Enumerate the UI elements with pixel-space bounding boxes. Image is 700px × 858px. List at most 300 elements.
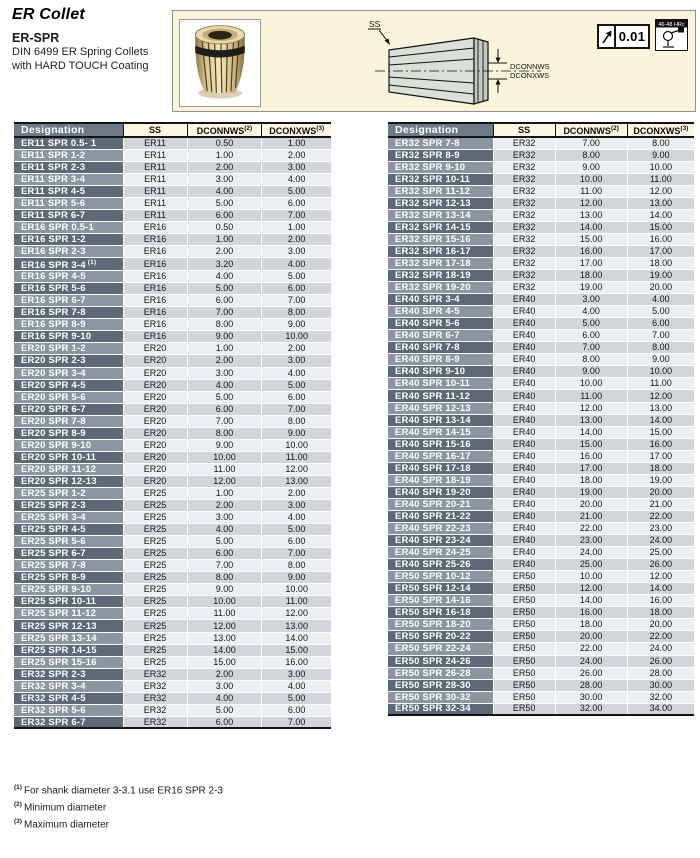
designation-cell: ER32 SPR 11-12	[388, 185, 493, 197]
dconxws-cell: 6.00	[262, 704, 331, 716]
dconnws-cell: 32.00	[555, 703, 627, 715]
table-row	[14, 221, 331, 233]
table-row	[388, 318, 694, 330]
dconxws-cell: 3.00	[262, 500, 331, 512]
designation-cell: ER25 SPR 7-8	[14, 560, 123, 572]
dconxws-cell: 7.00	[627, 330, 694, 342]
designation-cell: ER16 SPR 1-2	[14, 233, 123, 245]
table-row	[14, 536, 331, 548]
dconxws-cell: 22.00	[627, 510, 694, 522]
dconnws-cell: 5.00	[187, 704, 262, 716]
table-row	[388, 426, 694, 438]
ss-cell: ER32	[493, 149, 555, 161]
designation-cell: ER11 SPR 3-4	[14, 173, 123, 185]
table-row	[388, 233, 694, 245]
ss-cell: ER32	[123, 680, 187, 692]
designation-cell: ER16 SPR 8-9	[14, 319, 123, 331]
table-row	[388, 161, 694, 173]
table-row	[14, 644, 331, 656]
column-header-dconxws: DCONXWS$^{(3)}$	[262, 123, 331, 137]
designation-cell: ER25 SPR 2-3	[14, 500, 123, 512]
ss-cell: ER20	[123, 463, 187, 475]
dconnws-cell: 11.00	[555, 390, 627, 402]
dconxws-cell: 17.00	[627, 450, 694, 462]
dconnws-cell: 8.00	[187, 572, 262, 584]
dconxws-cell: 6.00	[262, 391, 331, 403]
footnote-2: $^{(2)}$ Minimum diameter	[14, 800, 107, 814]
designation-cell: ER40 SPR 23-24	[388, 535, 493, 547]
dconnws-cell: 2.00	[187, 245, 262, 257]
dconxws-cell: 21.00	[627, 498, 694, 510]
column-header-designation: Designation	[388, 123, 493, 137]
table-row	[388, 510, 694, 522]
dconnws-cell: 7.00	[555, 137, 627, 149]
dconnws-cell: 15.00	[187, 656, 262, 668]
column-header-dconnws: DCONNWS$^{(2)}$	[187, 123, 262, 137]
designation-cell: ER20 SPR 10-11	[14, 451, 123, 463]
dconxws-cell: 10.00	[627, 366, 694, 378]
table-row	[14, 680, 331, 692]
ss-cell: ER20	[123, 439, 187, 451]
title-block	[12, 6, 149, 72]
ss-cell: ER20	[123, 367, 187, 379]
dconxws-cell: 15.00	[627, 221, 694, 233]
designation-cell: ER40 SPR 14-15	[388, 426, 493, 438]
designation-cell: ER16 SPR 4-5	[14, 271, 123, 283]
ss-cell: ER40	[493, 306, 555, 318]
dconnws-cell: 30.00	[555, 691, 627, 703]
ss-cell: ER11	[123, 137, 187, 149]
dconnws-cell: 17.00	[555, 257, 627, 269]
dconnws-cell: 15.00	[555, 438, 627, 450]
ss-cell: ER32	[493, 270, 555, 282]
dconnws-cell: 6.00	[187, 716, 262, 728]
designation-cell: ER11 SPR 0.5- 1	[14, 137, 123, 149]
designation-cell: ER40 SPR 9-10	[388, 366, 493, 378]
dconnws-cell: 15.00	[555, 233, 627, 245]
dconnws-cell: 12.00	[555, 402, 627, 414]
dconnws-cell: 7.00	[187, 560, 262, 572]
dconxws-cell: 8.00	[262, 560, 331, 572]
collet-table-right	[388, 122, 694, 716]
ss-cell: ER25	[123, 584, 187, 596]
dconnws-cell: 3.00	[187, 173, 262, 185]
designation-cell: ER16 SPR 2-3	[14, 245, 123, 257]
table-row	[388, 691, 694, 703]
ss-cell: ER16	[123, 331, 187, 343]
table-row	[388, 185, 694, 197]
dconnws-cell: 14.00	[187, 644, 262, 656]
dconxws-cell: 32.00	[627, 691, 694, 703]
dconxws-cell: 17.00	[627, 245, 694, 257]
table-row	[388, 342, 694, 354]
ss-cell: ER50	[493, 643, 555, 655]
column-header-ss: SS	[493, 123, 555, 137]
ss-cell: ER25	[123, 536, 187, 548]
dconxws-cell: 34.00	[627, 703, 694, 715]
dconxws-cell: 13.00	[262, 475, 331, 487]
designation-cell: ER25 SPR 15-16	[14, 656, 123, 668]
dconxws-cell: 20.00	[627, 282, 694, 294]
ss-cell: ER32	[493, 137, 555, 149]
designation-cell: ER50 SPR 30-32	[388, 691, 493, 703]
table-row	[14, 343, 331, 355]
ss-cell: ER20	[123, 403, 187, 415]
ss-cell: ER40	[493, 390, 555, 402]
ss-cell: ER20	[123, 391, 187, 403]
dconnws-cell: 2.00	[187, 355, 262, 367]
dconnws-cell: 23.00	[555, 535, 627, 547]
table-row	[388, 583, 694, 595]
ss-cell: ER50	[493, 691, 555, 703]
table-row	[388, 679, 694, 691]
dconnws-cell: 21.00	[555, 510, 627, 522]
table-row	[14, 692, 331, 704]
ss-cell: ER40	[493, 354, 555, 366]
dconxws-cell: 12.00	[627, 185, 694, 197]
dconnws-cell: 10.00	[187, 596, 262, 608]
dconnws-cell: 14.00	[555, 595, 627, 607]
dconxws-cell: 8.00	[627, 342, 694, 354]
designation-cell: ER32 SPR 13-14	[388, 209, 493, 221]
table-row	[14, 149, 331, 161]
designation-cell: ER40 SPR 22-23	[388, 523, 493, 535]
column-header-ss: SS	[123, 123, 187, 137]
dconxws-cell: 10.00	[627, 161, 694, 173]
dconxws-cell: 20.00	[627, 619, 694, 631]
ss-cell: ER32	[493, 245, 555, 257]
dconnws-cell: 8.00	[187, 427, 262, 439]
designation-cell: ER25 SPR 6-7	[14, 548, 123, 560]
designation-cell: ER40 SPR 15-16	[388, 438, 493, 450]
dconxws-cell: 2.00	[262, 149, 331, 161]
ss-cell: ER20	[123, 343, 187, 355]
dconnws-cell: 3.20	[187, 257, 262, 270]
designation-cell: ER50 SPR 12-14	[388, 583, 493, 595]
dconnws-cell: 4.00	[187, 379, 262, 391]
dconxws-cell: 2.00	[262, 343, 331, 355]
designation-cell: ER20 SPR 7-8	[14, 415, 123, 427]
dconnws-cell: 14.00	[555, 426, 627, 438]
table-row	[388, 559, 694, 571]
dconxws-cell: 16.00	[627, 595, 694, 607]
designation-cell: ER40 SPR 16-17	[388, 450, 493, 462]
table-row	[14, 391, 331, 403]
designation-cell: ER11 SPR 1-2	[14, 149, 123, 161]
table-row	[388, 498, 694, 510]
dconxws-cell: 5.00	[262, 185, 331, 197]
designation-cell: ER25 SPR 4-5	[14, 524, 123, 536]
table-row	[388, 523, 694, 535]
ss-cell: ER20	[123, 451, 187, 463]
dconxws-cell: 11.00	[627, 173, 694, 185]
dconnws-cell: 4.00	[187, 185, 262, 197]
designation-cell: ER32 SPR 12-13	[388, 197, 493, 209]
dconxws-cell: 12.00	[262, 608, 331, 620]
ss-cell: ER25	[123, 596, 187, 608]
table-row	[14, 161, 331, 173]
designation-cell: ER16 SPR 5-6	[14, 283, 123, 295]
designation-cell: ER25 SPR 11-12	[14, 608, 123, 620]
dconxws-cell: 7.00	[262, 716, 331, 728]
runout-tolerance-box	[597, 24, 650, 49]
dconxws-cell: 9.00	[262, 319, 331, 331]
designation-cell: ER25 SPR 14-15	[14, 644, 123, 656]
ss-cell: ER25	[123, 572, 187, 584]
table-row	[14, 463, 331, 475]
designation-cell: ER32 SPR 7-8	[388, 137, 493, 149]
ss-cell: ER25	[123, 548, 187, 560]
ss-cell: ER25	[123, 560, 187, 572]
ss-label: SS	[369, 19, 381, 29]
designation-cell: ER16 SPR 7-8	[14, 307, 123, 319]
dconxws-cell: 15.00	[627, 426, 694, 438]
ss-cell: ER32	[493, 197, 555, 209]
dconnws-cell: 5.00	[187, 536, 262, 548]
dconxws-cell: 10.00	[262, 584, 331, 596]
dconnws-cell: 16.00	[555, 607, 627, 619]
ss-cell: ER11	[123, 209, 187, 221]
designation-cell: ER40 SPR 11-12	[388, 390, 493, 402]
table-row	[388, 149, 694, 161]
table-row	[388, 667, 694, 679]
dconnws-cell: 13.00	[187, 632, 262, 644]
dconnws-cell: 8.00	[555, 354, 627, 366]
table-row	[14, 283, 331, 295]
dconnws-cell: 5.00	[555, 318, 627, 330]
dconxws-cell: 28.00	[627, 667, 694, 679]
table-row	[388, 366, 694, 378]
dconxws-cell: 16.00	[627, 233, 694, 245]
ss-cell: ER16	[123, 307, 187, 319]
ss-cell: ER32	[123, 692, 187, 704]
designation-cell: ER50 SPR 24-26	[388, 655, 493, 667]
dconxws-cell: 16.00	[262, 656, 331, 668]
designation-cell: ER16 SPR 0.5-1	[14, 221, 123, 233]
designation-cell: ER40 SPR 6-7	[388, 330, 493, 342]
dconxws-cell: 4.00	[262, 257, 331, 270]
dconnws-cell: 0.50	[187, 221, 262, 233]
designation-cell: ER20 SPR 9-10	[14, 439, 123, 451]
dconnws-cell: 6.00	[555, 330, 627, 342]
ss-cell: ER32	[493, 221, 555, 233]
dconxws-cell: 15.00	[262, 644, 331, 656]
dconnws-cell: 1.00	[187, 149, 262, 161]
ss-cell: ER11	[123, 149, 187, 161]
table-row	[388, 245, 694, 257]
ss-cell: ER50	[493, 703, 555, 715]
designation-cell: ER25 SPR 12-13	[14, 620, 123, 632]
ss-cell: ER16	[123, 233, 187, 245]
dconnws-cell: 0.50	[187, 137, 262, 149]
dconnws-cell: 12.00	[187, 475, 262, 487]
dconxws-cell: 26.00	[627, 559, 694, 571]
ss-cell: ER20	[123, 379, 187, 391]
dconnws-cell: 11.00	[187, 608, 262, 620]
designation-cell: ER32 SPR 9-10	[388, 161, 493, 173]
dconnws-cell: 20.00	[555, 631, 627, 643]
ss-cell: ER50	[493, 571, 555, 583]
dconxws-cell: 25.00	[627, 547, 694, 559]
ss-cell: ER40	[493, 498, 555, 510]
dconxws-cell: 10.00	[262, 439, 331, 451]
table-row	[14, 475, 331, 487]
dconxws-cell: 18.00	[627, 607, 694, 619]
dconxws-cell: 14.00	[627, 583, 694, 595]
designation-cell: ER40 SPR 19-20	[388, 486, 493, 498]
table-row	[388, 209, 694, 221]
dconxws-cell: 20.00	[627, 486, 694, 498]
designation-cell: ER50 SPR 14-16	[388, 595, 493, 607]
dconnws-cell: 16.00	[555, 450, 627, 462]
dconxws-cell: 8.00	[262, 415, 331, 427]
ss-cell: ER25	[123, 608, 187, 620]
dconnws-cell: 2.00	[187, 500, 262, 512]
dconxws-cell: 12.00	[262, 463, 331, 475]
dconnws-cell: 25.00	[555, 559, 627, 571]
designation-cell: ER32 SPR 3-4	[14, 680, 123, 692]
table-row	[14, 716, 331, 728]
dconxws-cell: 24.00	[627, 535, 694, 547]
dconnws-cell: 18.00	[555, 619, 627, 631]
designation-cell: ER40 SPR 17-18	[388, 462, 493, 474]
designation-cell: ER16 SPR 6-7	[14, 295, 123, 307]
dconxws-cell: 7.00	[262, 209, 331, 221]
ss-cell: ER25	[123, 487, 187, 499]
ss-cell: ER25	[123, 512, 187, 524]
dconnws-cell: 19.00	[555, 486, 627, 498]
table-row	[14, 560, 331, 572]
table-row	[388, 137, 694, 149]
table-row	[388, 607, 694, 619]
dconxws-cell: 12.00	[627, 571, 694, 583]
dconxws-cell: 11.00	[262, 596, 331, 608]
designation-cell: ER11 SPR 6-7	[14, 209, 123, 221]
collet-diagram	[341, 11, 573, 111]
designation-cell: ER25 SPR 1-2	[14, 487, 123, 499]
dconnws-cell: 26.00	[555, 667, 627, 679]
ss-cell: ER40	[493, 510, 555, 522]
table-row	[14, 379, 331, 391]
dconnws-cell: 6.00	[187, 295, 262, 307]
ss-cell: ER50	[493, 631, 555, 643]
table-row	[14, 295, 331, 307]
designation-cell: ER40 SPR 13-14	[388, 414, 493, 426]
designation-cell: ER40 SPR 10-11	[388, 378, 493, 390]
dconxws-cell: 14.00	[627, 209, 694, 221]
dconnws-cell: 7.00	[555, 342, 627, 354]
product-code: ER-SPR	[12, 31, 60, 45]
designation-cell: ER32 SPR 10-11	[388, 173, 493, 185]
dconxws-cell: 26.00	[627, 655, 694, 667]
dconxws-cell: 10.00	[262, 331, 331, 343]
dconxws-cell: 3.00	[262, 245, 331, 257]
ss-cell: ER40	[493, 450, 555, 462]
dconxws-cell: 5.00	[262, 271, 331, 283]
column-header-dconnws: DCONNWS$^{(2)}$	[555, 123, 627, 137]
dconnws-cell: 7.00	[187, 415, 262, 427]
dconnws-cell: 19.00	[555, 282, 627, 294]
designation-cell: ER50 SPR 32-34	[388, 703, 493, 715]
dconnws-cell: 14.00	[555, 221, 627, 233]
ss-cell: ER25	[123, 524, 187, 536]
table-row	[14, 500, 331, 512]
ss-cell: ER32	[493, 282, 555, 294]
table-row	[14, 584, 331, 596]
designation-cell: ER16 SPR 3-4 $^{(1)}$	[14, 257, 123, 270]
dconxws-cell: 9.00	[262, 427, 331, 439]
dconxws-cell: 9.00	[262, 572, 331, 584]
dconxws-cell: 6.00	[262, 197, 331, 209]
dconxws-cell: 4.00	[262, 367, 331, 379]
table-row	[388, 450, 694, 462]
ss-cell: ER40	[493, 462, 555, 474]
dconnws-cell: 11.00	[187, 463, 262, 475]
table-row	[14, 331, 331, 343]
designation-cell: ER40 SPR 8-9	[388, 354, 493, 366]
ss-cell: ER16	[123, 295, 187, 307]
ss-cell: ER40	[493, 330, 555, 342]
table-row	[388, 462, 694, 474]
collet-table-left	[14, 122, 331, 729]
subtitle-line-1: DIN 6499 ER Spring Collets	[12, 46, 149, 58]
ss-cell: ER20	[123, 475, 187, 487]
dconxws-cell: 11.00	[262, 451, 331, 463]
table-row	[14, 415, 331, 427]
table-row	[14, 487, 331, 499]
dconxws-cell: 5.00	[262, 379, 331, 391]
dconxws-cell: 4.00	[262, 680, 331, 692]
ss-cell: ER32	[123, 704, 187, 716]
dconnws-cell: 6.00	[187, 548, 262, 560]
designation-cell: ER16 SPR 9-10	[14, 331, 123, 343]
dconnws-cell: 9.00	[555, 366, 627, 378]
designation-cell: ER20 SPR 6-7	[14, 403, 123, 415]
ss-cell: ER50	[493, 583, 555, 595]
dconnws-cell: 10.00	[555, 378, 627, 390]
dconnws-cell: 24.00	[555, 655, 627, 667]
ss-cell: ER16	[123, 319, 187, 331]
runout-value: 0.01	[618, 29, 646, 44]
dconxws-cell: 13.00	[627, 197, 694, 209]
dconnws-cell: 3.00	[187, 367, 262, 379]
dconnws-label: DCONNWS	[510, 62, 550, 71]
dconxws-cell: 6.00	[627, 318, 694, 330]
dconxws-cell: 1.00	[262, 221, 331, 233]
collet-image	[182, 22, 258, 104]
ss-cell: ER40	[493, 294, 555, 306]
dconxws-cell: 3.00	[262, 161, 331, 173]
designation-cell: ER32 SPR 17-18	[388, 257, 493, 269]
table-row	[14, 596, 331, 608]
dconnws-cell: 3.00	[555, 294, 627, 306]
dconnws-cell: 18.00	[555, 474, 627, 486]
ss-cell: ER16	[123, 283, 187, 295]
designation-cell: ER40 SPR 7-8	[388, 342, 493, 354]
table-row	[14, 367, 331, 379]
dconnws-cell: 22.00	[555, 643, 627, 655]
dconnws-cell: 16.00	[555, 245, 627, 257]
table-row	[388, 619, 694, 631]
table-row	[14, 572, 331, 584]
table-row	[14, 403, 331, 415]
dconxws-cell: 8.00	[627, 137, 694, 149]
table-row	[14, 439, 331, 451]
table-row	[388, 631, 694, 643]
dconxws-cell: 7.00	[262, 295, 331, 307]
designation-cell: ER32 SPR 16-17	[388, 245, 493, 257]
table-row	[388, 703, 694, 715]
